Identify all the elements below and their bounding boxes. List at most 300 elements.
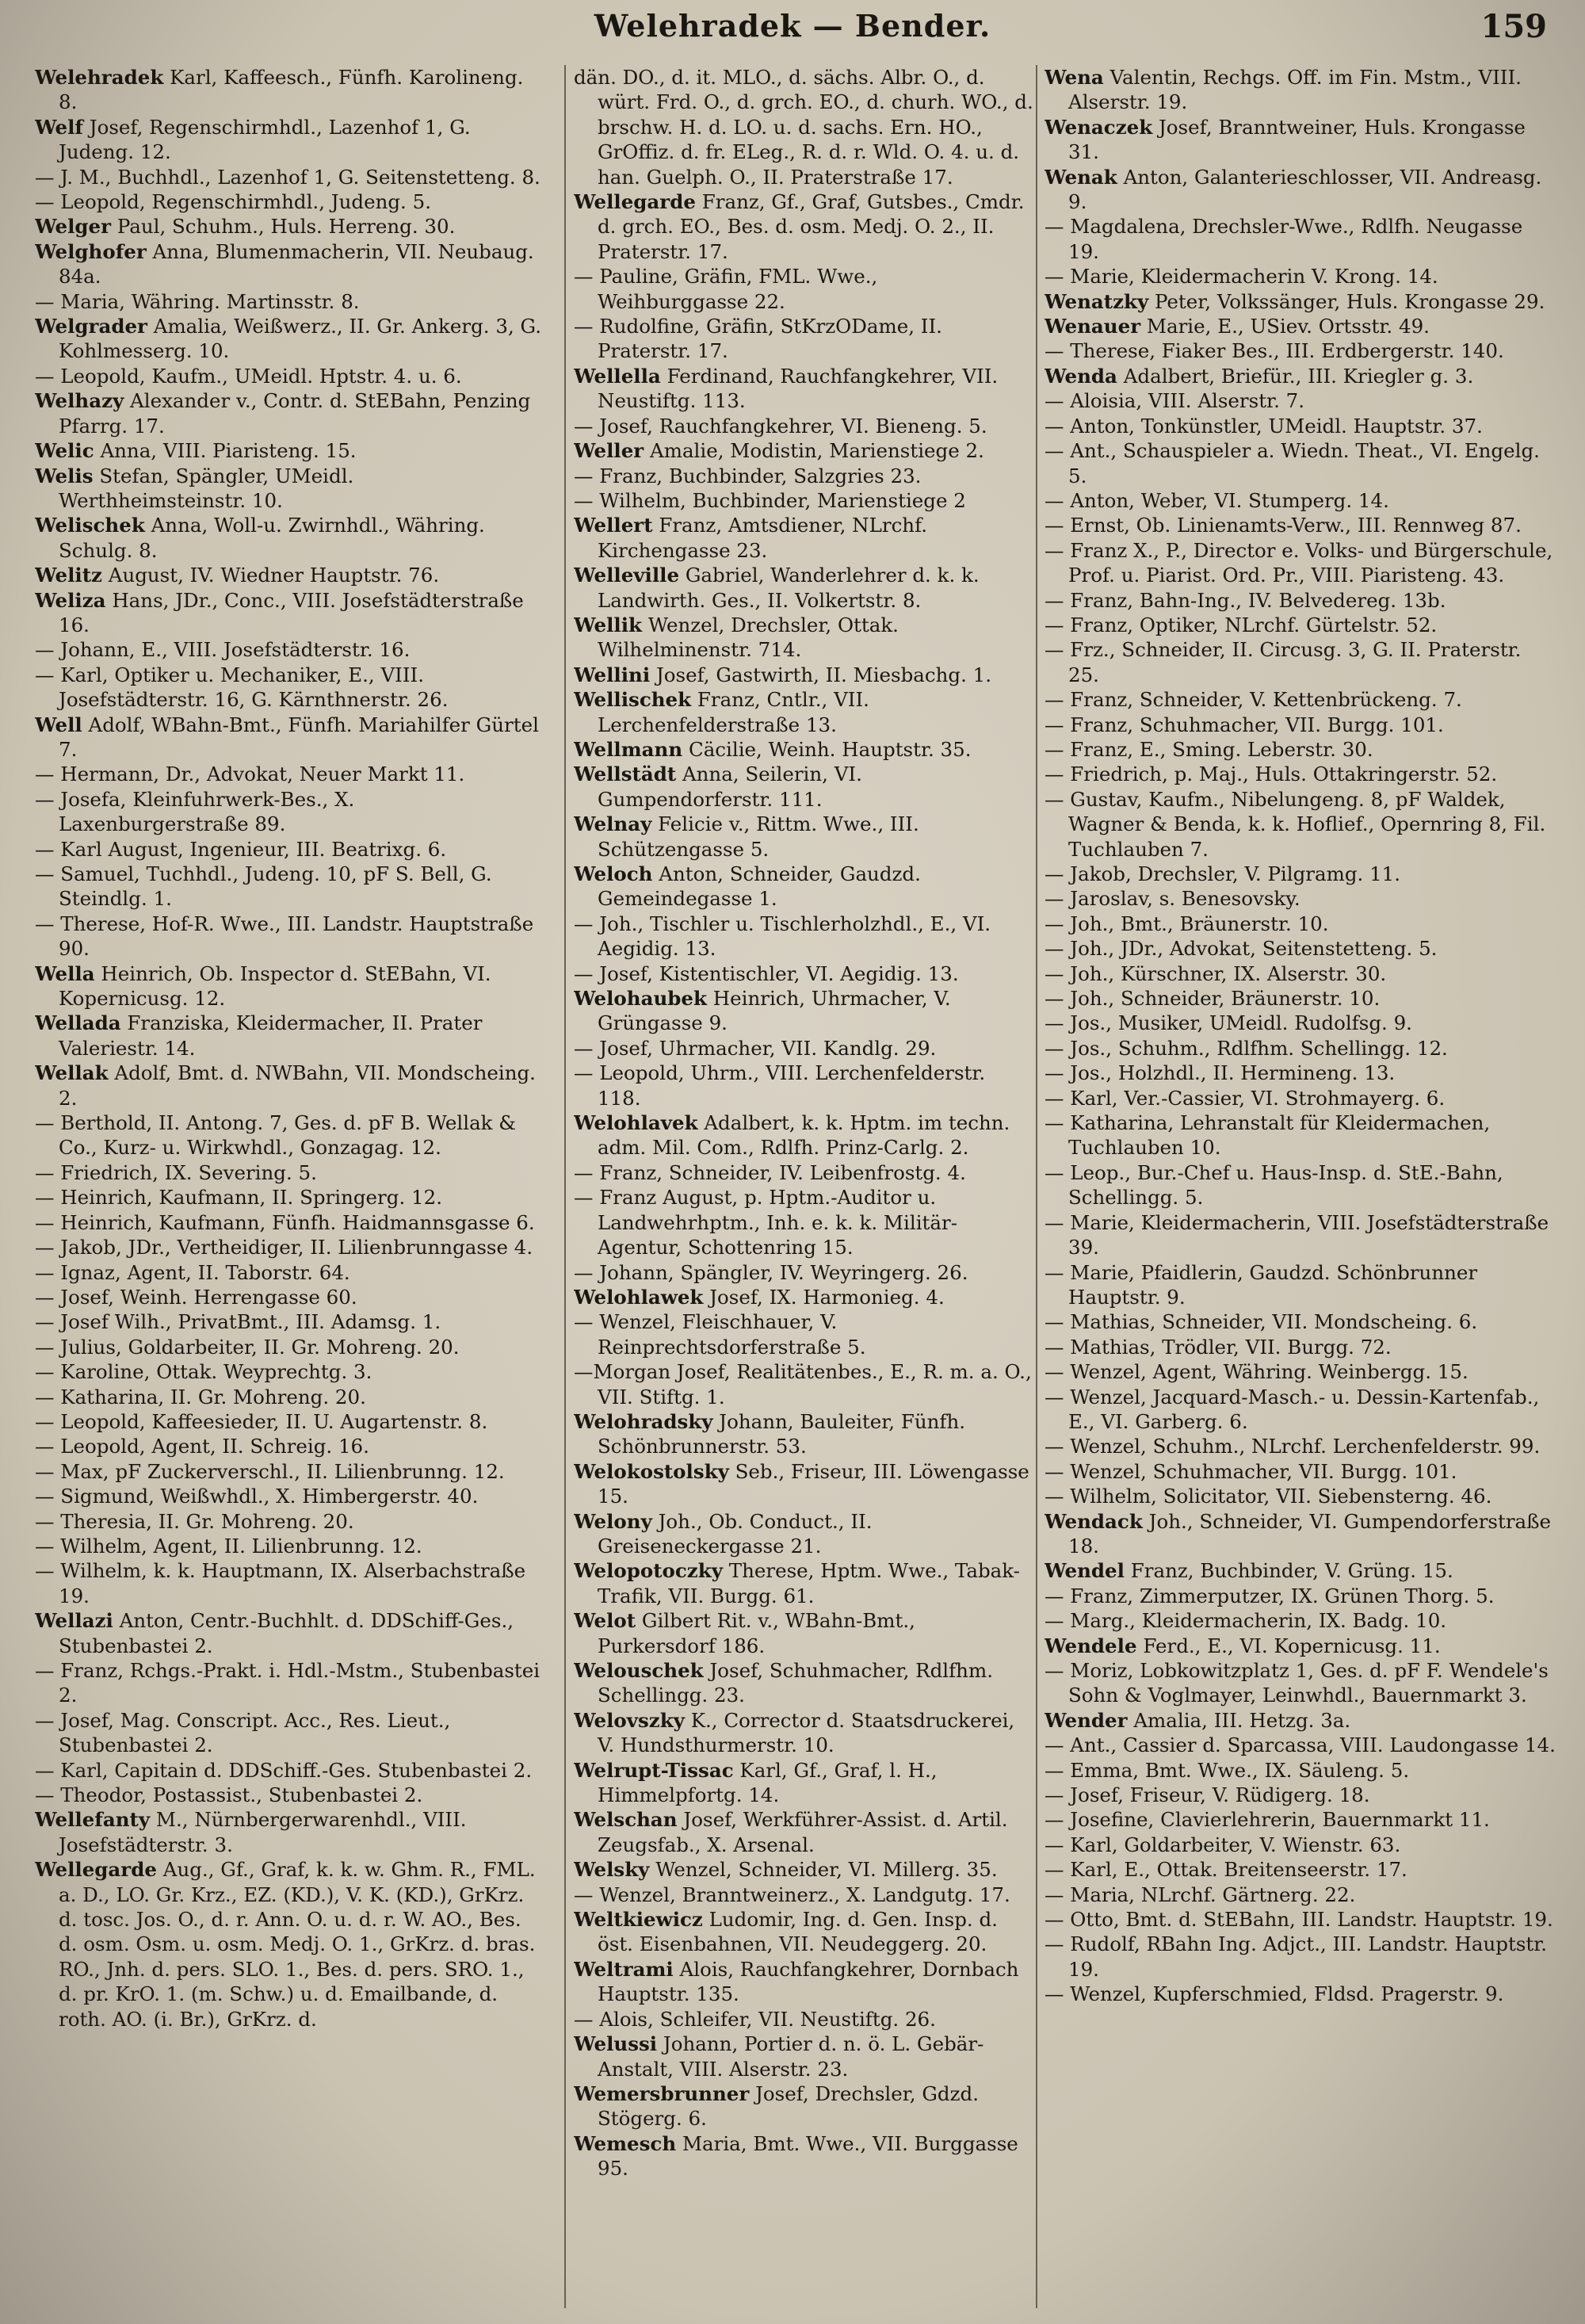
entry-details: Tonkünstler, UMeidl. Hauptstr. 37. — [1140, 414, 1483, 438]
entry-name: Welony — [574, 1509, 652, 1533]
directory-entry — [1045, 1011, 1558, 1035]
directory-entry — [574, 464, 1033, 488]
entry-name: — J. M., — [35, 165, 112, 189]
entry-name: Wellegarde — [574, 190, 696, 214]
directory-entry — [574, 737, 1033, 762]
entry-name: Wemersbrunner — [574, 2081, 750, 2105]
entry-name: — Maria, — [1045, 1883, 1135, 1906]
entry-details: Optiker, NLrchf. Gürtelstr. 52. — [1139, 613, 1438, 636]
entry-name: Weltrami — [574, 1957, 674, 1981]
entry-name: — Jakob, — [1045, 862, 1132, 885]
entry-details: Solicitator, VII. Siebensterng. 46. — [1163, 1485, 1492, 1508]
entry-details: Ingenieur, III. Beatrixg. 6. — [189, 837, 447, 861]
entry-name: — Anton, — [1045, 488, 1135, 512]
entry-details: Josef, IX. Harmonieg. 4. — [709, 1285, 945, 1309]
directory-entry — [35, 314, 542, 364]
entry-details: Capitain d. DDSchiff.-Ges. Stubenbastei 2. — [114, 1758, 533, 1782]
entry-name: Wenaczek — [1045, 115, 1153, 139]
entry-name: — Max, — [35, 1459, 109, 1483]
entry-name: — Jos., — [1045, 1036, 1113, 1060]
entry-name: Wena — [1045, 66, 1104, 89]
entry-details: Joh., Ob. Conduct., II. Greiseneckergasse 21. — [598, 1509, 873, 1558]
entry-name: — Karl, — [1045, 1086, 1118, 1110]
directory-entry — [574, 414, 1033, 438]
directory-entry — [35, 165, 542, 189]
entry-details: Bmt., Bräunerstr. 10. — [1121, 912, 1329, 935]
entry-name: Welischek — [35, 514, 145, 537]
directory-entry — [574, 862, 1033, 912]
entry-name: — Gustav, — [1045, 787, 1143, 811]
entry-details: Anna, Blumenmacherin, VII. Neubaug. 84a. — [59, 239, 534, 289]
directory-entry — [574, 1883, 1033, 1907]
directory-entry — [1045, 1359, 1558, 1384]
directory-entry — [35, 713, 542, 763]
directory-entry — [574, 1907, 1033, 1957]
entry-name: — Katharina, — [35, 1385, 165, 1409]
directory-entry — [1045, 1434, 1558, 1458]
directory-entry — [574, 1285, 1033, 1309]
entry-details: Schuhmacher, VII. Burgg. 101. — [1152, 1459, 1457, 1483]
entry-details: Schuhm., NLrchf. Lerchenfelderstr. 99. — [1152, 1435, 1541, 1458]
entry-details: Holzhdl., II. Hermineng. 13. — [1117, 1061, 1396, 1085]
entry-name: — Joh., — [1045, 912, 1115, 935]
entry-name: — Wenzel, — [1045, 1459, 1147, 1483]
directory-column-3 — [1045, 65, 1558, 2308]
directory-entry — [574, 438, 1033, 463]
entry-details: Schneider, VII. Mondscheing. 6. — [1162, 1310, 1478, 1334]
directory-entry — [574, 1409, 1033, 1459]
entry-name: — Alois, — [574, 2007, 654, 2031]
entry-details: Agent, II. Lilienbrunng. 12. — [153, 1534, 422, 1558]
entry-name: Wenda — [1045, 364, 1117, 388]
directory-entry — [1045, 1658, 1558, 1708]
entry-details: s. Benesovsky. — [1159, 887, 1300, 911]
entry-name: Welnay — [574, 812, 652, 836]
entry-details: Anna, VIII. Piaristeng. 15. — [100, 439, 357, 463]
directory-entry — [1045, 1857, 1558, 1882]
entry-details: Dr., Advokat, Neuer Markt 11. — [165, 763, 465, 786]
entry-details: JDr., Advokat, Seitenstetteng. 5. — [1121, 937, 1438, 961]
entry-name: — Karl, — [1045, 1833, 1118, 1856]
directory-entry — [35, 1783, 542, 1807]
directory-entry — [574, 1110, 1033, 1160]
entry-details: Zimmerputzer, IX. Grünen Thorg. 5. — [1139, 1584, 1495, 1607]
directory-entry — [35, 1807, 542, 1857]
entry-name: — Leop., — [1045, 1160, 1132, 1184]
entry-name: — Franz, — [574, 464, 663, 487]
directory-entry — [1045, 1459, 1558, 1484]
entry-details: Gräfin, StKrzODame, II. Praterstr. 17. — [598, 315, 942, 363]
entry-details: Kistentischler, VI. Aegidig. 13. — [659, 961, 959, 985]
entry-name: — Franz, — [1045, 1584, 1134, 1607]
entry-name: — Ignaz, — [35, 1260, 121, 1284]
directory-entry — [1045, 1036, 1558, 1061]
entry-name: — Franz August, — [574, 1186, 739, 1210]
entry-name: Wendel — [1045, 1559, 1125, 1583]
entry-details: August, IV. Wiedner Hauptstr. 76. — [108, 564, 440, 587]
entry-details: Maria, Bmt. Wwe., VII. Burggasse 95. — [598, 2131, 1018, 2181]
entry-name: — Karl, — [1045, 1858, 1118, 1882]
directory-entry — [574, 961, 1033, 986]
directory-entry — [35, 464, 542, 514]
entry-name: — Josefa, — [35, 787, 127, 811]
directory-entry — [1045, 1708, 1558, 1733]
entry-name: — Sigmund, — [35, 1485, 155, 1508]
entry-details: Gräfin, FML. Wwe., Weihburggasse 22. — [598, 265, 878, 313]
entry-details: Agent, Währing. Weinbergg. 15. — [1152, 1360, 1469, 1384]
entry-details: Rauchfangkehrer, VI. Bieneng. 5. — [659, 414, 987, 438]
entry-details: dän. DO., d. it. MLO., d. sächs. Albr. O., d. würt. Frd. O., d. grch. EO., d. churh. WO., d. brschw. H. d. LO. u. d. sachs. Ern. HO., GrOffiz. d. fr. ELeg., R. d. r. Wld. O. 4. u. d. han. Guelph. O., II. Praterstraße 17. — [574, 66, 1033, 189]
directory-entry — [35, 1434, 542, 1458]
directory-entry — [35, 438, 542, 463]
directory-entry — [35, 1534, 542, 1558]
entry-name: — Jakob, — [35, 1236, 122, 1259]
entry-name: — Heinrich, — [35, 1210, 153, 1234]
directory-column-1 — [35, 65, 542, 2308]
entry-details: Josef, Branntweiner, Huls. Krongasse 31. — [1068, 115, 1526, 164]
directory-entry — [1045, 936, 1558, 961]
directory-entry — [35, 65, 542, 115]
entry-details: II. Antong. 7, Ges. d. pF B. Wellak & Co., Kurz- u. Wirkwhdl., Gonzagag. 12. — [59, 1111, 517, 1160]
directory-entry — [574, 264, 1033, 314]
directory-entry — [574, 762, 1033, 812]
entry-name: Welf — [35, 115, 83, 139]
entry-name: — Joh., — [1045, 961, 1115, 985]
entry-name: — Friedrich, — [35, 1160, 158, 1184]
directory-entry — [1045, 364, 1558, 388]
entry-name: — Karl, — [35, 1758, 109, 1782]
column-divider — [564, 65, 566, 2308]
page-number: 159 — [1480, 8, 1547, 45]
entry-details: Alois, Rauchfangkehrer, Dornbach Hauptstr. 135. — [598, 1957, 1019, 2006]
directory-entry — [574, 1658, 1033, 1708]
directory-entry — [1045, 214, 1558, 264]
entry-details: Schuhmacher, VII. Burgg. 101. — [1139, 713, 1444, 736]
directory-entry — [574, 1857, 1033, 1882]
entry-details: Bmt. Wwe., IX. Säuleng. 5. — [1144, 1758, 1410, 1782]
directory-entry — [35, 1335, 542, 1359]
directory-entry — [574, 1260, 1033, 1285]
directory-entry — [1045, 687, 1558, 712]
entry-details: Tuchhdl., Judeng. 10, pF S. Bell, G. Steindlg. 1. — [59, 862, 492, 911]
entry-name: — Theodor, — [35, 1783, 147, 1807]
directory-entry — [35, 1359, 542, 1384]
entry-name: — Wenzel, — [1045, 1435, 1147, 1458]
entry-details: Franz, Buchbinder, V. Grüng. 15. — [1130, 1559, 1453, 1583]
directory-entry — [574, 1160, 1033, 1185]
entry-name: Welic — [35, 439, 94, 463]
entry-details: Franz, Cntlr., VII. Lerchenfelderstraße 13. — [598, 688, 869, 736]
entry-details: Josef, Gastwirth, II. Miesbachg. 1. — [655, 663, 992, 686]
entry-name: — Wilhelm, — [574, 488, 686, 512]
directory-entry — [574, 1359, 1033, 1409]
entry-name: Weller — [574, 439, 644, 463]
entry-name: — Marie, — [1045, 1260, 1135, 1284]
entry-name: — Emma, — [1045, 1758, 1140, 1782]
directory-entry — [35, 1011, 542, 1061]
entry-details: Josef, Realitätenbes., E., R. m. a. O., VII. Stiftg. 1. — [598, 1360, 1032, 1409]
entry-name: Wemesch — [574, 2131, 677, 2155]
entry-name: Welis — [35, 464, 94, 487]
entry-name: Wellstädt — [574, 763, 677, 786]
entry-details: Paul, Schuhm., Huls. Herreng. 30. — [116, 215, 456, 239]
entry-name: Wellefanty — [35, 1808, 151, 1832]
directory-entry — [1045, 65, 1558, 115]
directory-entry — [1045, 1210, 1558, 1260]
entry-name: — Wenzel, — [1045, 1385, 1147, 1409]
directory-entry — [35, 1758, 542, 1783]
entry-name: — Franz, — [1045, 613, 1134, 636]
entry-details: Kleinfuhrwerk-Bes., X. Laxenburgerstraße 89. — [59, 787, 355, 836]
entry-name: — Samuel, — [35, 862, 140, 885]
entry-details: Therese, Hptm. Wwe., Tabak-Trafik, VII. Burgg. 61. — [598, 1559, 1020, 1607]
entry-details: Adolf, Bmt. d. NWBahn, VII. Mondscheing. 2. — [59, 1061, 536, 1110]
entry-details: JDr., Vertheidiger, II. Lilienbrunngasse 4. — [128, 1236, 533, 1259]
directory-entry — [1045, 713, 1558, 737]
entry-name: — Josef, — [574, 1036, 653, 1060]
entry-name: — Pauline, — [574, 265, 678, 289]
entry-name: — Wilhelm, — [35, 1534, 147, 1558]
entry-name: Wender — [1045, 1708, 1128, 1732]
entry-name: — Karl August, — [35, 837, 184, 861]
entry-name: — Wenzel, — [1045, 1360, 1147, 1384]
directory-entry — [1045, 912, 1558, 936]
directory-entry — [1045, 1932, 1558, 1982]
entry-name: — Leopold, — [574, 1061, 685, 1085]
directory-entry — [1045, 289, 1558, 314]
directory-entry — [35, 663, 542, 713]
entry-name: Wellischek — [574, 688, 692, 712]
entry-details: Buchhdl., Lazenhof 1, G. Seitenstetteng. 8. — [117, 165, 540, 189]
entry-details: Stefan, Spängler, UMeidl. Werthheimsteinstr. 10. — [59, 464, 354, 512]
entry-name: — Franz, — [574, 1160, 663, 1184]
entry-name: Welhazy — [35, 389, 124, 413]
entry-name: Welrupt-Tissac — [574, 1758, 734, 1782]
directory-entry — [574, 1509, 1033, 1559]
directory-entry — [35, 1210, 542, 1235]
entry-details: Drechsler, V. Pilgramg. 11. — [1137, 862, 1401, 885]
entry-name: — Magdalena, — [1045, 215, 1186, 239]
entry-details: Uhrm., VIII. Lerchenfelderstr. 118. — [598, 1061, 986, 1110]
directory-entry — [35, 1558, 542, 1608]
directory-entry — [1045, 1883, 1558, 1907]
directory-entry — [1045, 1608, 1558, 1633]
directory-entry — [1045, 388, 1558, 413]
directory-entry — [1045, 1385, 1558, 1435]
entry-details: Anton, Galanterieschlosser, VII. Andreasg. 9. — [1068, 165, 1542, 214]
entry-details: Buchbinder, Marienstiege 2 — [692, 488, 966, 512]
directory-entry — [35, 388, 542, 438]
entry-name: Wellegarde — [35, 1858, 157, 1882]
directory-entry — [574, 1036, 1033, 1061]
entry-details: Franz, Gf., Graf, Gutsbes., Cmdr. d. grch. EO., Bes. d. osm. Medj. O. 2., II. Praterstr. 17. — [598, 190, 1025, 263]
directory-entry — [574, 986, 1033, 1036]
directory-entry — [35, 1110, 542, 1160]
directory-entry — [35, 1309, 542, 1334]
entry-name: Wellert — [574, 514, 653, 537]
entry-name: Wendele — [1045, 1634, 1137, 1657]
entry-details: Karl, Kaffeesch., Fünfh. Karolineng. 8. — [59, 66, 524, 114]
entry-name: — Franz, — [1045, 737, 1134, 761]
entry-name: Wenak — [1045, 165, 1117, 189]
entry-name: — Friedrich, — [1045, 763, 1168, 786]
entry-details: Ferd., E., VI. Kopernicusg. 11. — [1143, 1634, 1441, 1657]
entry-name: — Rudolfine, — [574, 315, 701, 338]
entry-name: — Johann, — [35, 638, 136, 662]
entry-name: — Jos., — [1045, 1011, 1113, 1035]
entry-details: II. Gr. Mohreng. 20. — [170, 1385, 366, 1409]
entry-details: Regenschirmhdl., Judeng. 5. — [151, 190, 431, 214]
entry-details: Gabriel, Wanderlehrer d. k. k. Landwirth. Ges., II. Volkertstr. 8. — [598, 564, 980, 612]
entry-details: Ludomir, Ing. d. Gen. Insp. d. öst. Eisenbahnen, VII. Neudeggerg. 20. — [598, 1908, 998, 1956]
directory-entry — [35, 862, 542, 912]
directory-entry — [35, 637, 542, 662]
directory-entry — [35, 115, 542, 165]
entry-name: — Therese, — [1045, 339, 1155, 363]
directory-entry — [1045, 787, 1558, 862]
directory-entry — [1045, 637, 1558, 687]
directory-entry — [1045, 1907, 1558, 1932]
entry-details: Adalbert, Briefür., III. Kriegler g. 3. — [1123, 364, 1474, 388]
entry-details: Bahn-Ing., IV. Belvedereg. 13b. — [1139, 588, 1446, 612]
entry-name: — Joh., — [1045, 937, 1115, 961]
entry-details: Amalia, III. Hetzg. 3a. — [1133, 1708, 1351, 1732]
directory-entry — [574, 1558, 1033, 1608]
entry-name: — Leopold, — [35, 1435, 146, 1458]
entry-details: K., Corrector d. Staatsdruckerei, V. Hundsthurmerstr. 10. — [598, 1708, 1015, 1757]
directory-entry — [574, 1309, 1033, 1359]
entry-name: — Leopold, — [35, 1409, 146, 1433]
directory-entry — [1045, 886, 1558, 911]
entry-name: Welohaubek — [574, 987, 707, 1011]
entry-name: Welitz — [35, 564, 102, 587]
entry-details: Bur.-Chef u. Haus-Insp. d. StE.-Bahn, Schellingg. 5. — [1068, 1160, 1503, 1210]
directory-entry — [574, 189, 1033, 264]
entry-name: — Joh., — [1045, 987, 1115, 1011]
entry-name: Wellmann — [574, 737, 683, 761]
entry-details: Josef, Drechsler, Gdzd. Stögerg. 6. — [598, 2081, 979, 2131]
entry-details: Kaufm., Nibelungeng. 8, pF Waldek, Wagner & Benda, k. k. Hoflief., Opernring 8, Fil. Tuchlauben 7. — [1068, 787, 1546, 861]
entry-name: Weltkiewicz — [574, 1908, 703, 1932]
entry-name: Welehradek — [35, 66, 164, 89]
entry-name: — Franz X., — [1045, 538, 1160, 562]
entry-details: Valentin, Rechgs. Off. im Fin. Mstm., VIII. Alserstr. 19. — [1068, 66, 1522, 114]
directory-entry — [35, 837, 542, 862]
directory-entry — [1045, 762, 1558, 786]
entry-name: Welleville — [574, 564, 680, 587]
entry-details: Anna, Woll-u. Zwirnhdl., Währing. Schulg. 8. — [59, 514, 485, 562]
entry-details: Heinrich, Uhrmacher, V. Grüngasse 9. — [598, 987, 951, 1035]
entry-details: Franz, Amtsdiener, NLrchf. Kirchengasse 23. — [598, 514, 928, 562]
entry-name: — Franz, — [1045, 688, 1134, 712]
directory-entry — [35, 762, 542, 786]
directory-entry — [1045, 1160, 1558, 1210]
entry-details: Jacquard-Masch.- u. Dessin-Kartenfab., E., VI. Garberg. 6. — [1068, 1385, 1540, 1433]
directory-entry — [1045, 1758, 1558, 1783]
directory-entry — [1045, 1584, 1558, 1608]
directory-entry — [1045, 1061, 1558, 1085]
entry-details: Franziska, Kleidermacher, II. Prater Valeriestr. 14. — [59, 1011, 483, 1060]
entry-name: — Josefine, — [1045, 1808, 1155, 1832]
entry-name: Welohlawek — [574, 1285, 704, 1309]
entry-details: Kleidermacherin, VIII. Josefstädterstraße 39. — [1068, 1210, 1549, 1259]
directory-entry — [1045, 513, 1558, 537]
entry-details: NLrchf. Gärtnerg. 22. — [1140, 1883, 1356, 1906]
entry-details: Schuhm., Rdlfhm. Schellingg. 12. — [1117, 1036, 1448, 1060]
entry-details: Mag. Conscript. Acc., Res. Lieut., Stubenbastei 2. — [59, 1708, 451, 1757]
entry-details: Ferdinand, Rauchfangkehrer, VII. Neustiftg. 113. — [598, 364, 999, 413]
entry-details: Aug., Gf., Graf, k. k. w. Ghm. R., FML. a. D., LO. Gr. Krz., EZ. (KD.), V. K. (KD.), GrKrz. d. tosc. Jos. O., d. r. Ann. O. u. d. r. W. AO., Bes. d. osm. Osm. u. osm. Medj. O. 1., GrKrz. d. bras. RO., Jnh. d. pers. SLO. 1., Bes. d. pers. SRO. 1., d. pr. KrO. 1. (m. Schw.) u. d. Emailbande, d. roth. AO. (i. Br.), GrKrz. d. — [59, 1858, 536, 2031]
entry-details: Karl, Gf., Graf, l. H., Himmelpfortg. 14. — [598, 1758, 938, 1807]
directory-entry — [35, 1608, 542, 1658]
entry-name: — Therese, — [35, 912, 146, 935]
entry-name: — Josef, — [1045, 1783, 1124, 1807]
entry-details: P., Director e. Volks- und Bürgerschule, Prof. u. Piarist. Ord. Pr., VIII. Piaristeng. 43. — [1068, 538, 1553, 587]
directory-entry — [1045, 165, 1558, 215]
column-divider — [1036, 65, 1037, 2308]
entry-details: VIII. Alserstr. 7. — [1148, 389, 1305, 413]
entry-details: Pfaidlerin, Gaudzd. Schönbrunner Hauptstr. 9. — [1068, 1260, 1478, 1309]
entry-name: — Jos., — [1045, 1061, 1113, 1085]
entry-details: Schneider, V. Kettenbrückeng. 7. — [1139, 688, 1462, 712]
entry-details: Josef, Schuhmacher, Rdlfhm. Schellingg. 23. — [598, 1659, 993, 1707]
directory-entry — [574, 488, 1033, 513]
entry-details: E., VIII. Josefstädterstr. 16. — [141, 638, 411, 662]
entry-name: — Theresia, — [35, 1509, 152, 1533]
directory-entry — [574, 613, 1033, 663]
entry-name: — Leopold, — [35, 190, 146, 214]
entry-details: Anna, Seilerin, VI. Gumpendorferstr. 111. — [598, 763, 862, 811]
directory-entry — [35, 1260, 542, 1285]
entry-name: —Morgan — [574, 1360, 671, 1384]
entry-name: — Moriz, — [1045, 1659, 1134, 1682]
directory-entry — [574, 2032, 1033, 2081]
directory-entry — [574, 513, 1033, 563]
entry-details: RBahn Ing. Adjct., III. Landstr. Hauptstr. 19. — [1068, 1932, 1548, 1981]
directory-entry — [1045, 986, 1558, 1011]
directory-entry — [35, 189, 542, 214]
entry-details: Optiker u. Mechaniker, E., VIII. Josefstädterstr. 16, G. Kärnthnerstr. 26. — [59, 663, 449, 712]
directory-entry — [35, 1285, 542, 1309]
entry-details: Tischler u. Tischlerholzhdl., E., VI. Aegidig. 13. — [598, 912, 991, 961]
entry-details: Fiaker Bes., III. Erdbergerstr. 140. — [1161, 339, 1504, 363]
entry-name: Welschan — [574, 1808, 678, 1832]
entry-name: — Heinrich, — [35, 1186, 153, 1210]
directory-entry — [35, 364, 542, 388]
entry-name: — Julius, — [35, 1335, 122, 1359]
entry-details: Agent, II. Taborstr. 64. — [127, 1260, 350, 1284]
directory-entry — [574, 912, 1033, 961]
entry-details: Postassist., Stubenbastei 2. — [152, 1783, 423, 1807]
entry-details: p. Maj., Huls. Ottakringerstr. 52. — [1174, 763, 1498, 786]
entry-name: Welot — [574, 1609, 636, 1633]
entry-details: Goldarbeiter, II. Gr. Mohreng. 20. — [128, 1335, 460, 1359]
entry-details: Wenzel, Schneider, VI. Millerg. 35. — [655, 1858, 998, 1882]
directory-entry — [1045, 1833, 1558, 1857]
entry-name: — Joh., — [574, 912, 644, 935]
entry-name: — Marg., — [1045, 1609, 1136, 1633]
directory-entry — [35, 912, 542, 961]
entry-details: Alexander v., Contr. d. StEBahn, Penzing Pfarrg. 17. — [59, 389, 531, 438]
directory-entry — [1045, 1309, 1558, 1334]
page-title: Welehradek — Bender. — [594, 8, 991, 44]
directory-entry — [1045, 588, 1558, 613]
entry-details: Clavierlehrerin, Bauernmarkt 11. — [1160, 1808, 1490, 1832]
entry-details: Trödler, VII. Burgg. 72. — [1162, 1335, 1392, 1359]
entry-details: Peter, Volkssänger, Huls. Krongasse 29. — [1155, 289, 1545, 313]
entry-name: — Anton, — [1045, 414, 1135, 438]
directory-entry — [574, 2081, 1033, 2131]
